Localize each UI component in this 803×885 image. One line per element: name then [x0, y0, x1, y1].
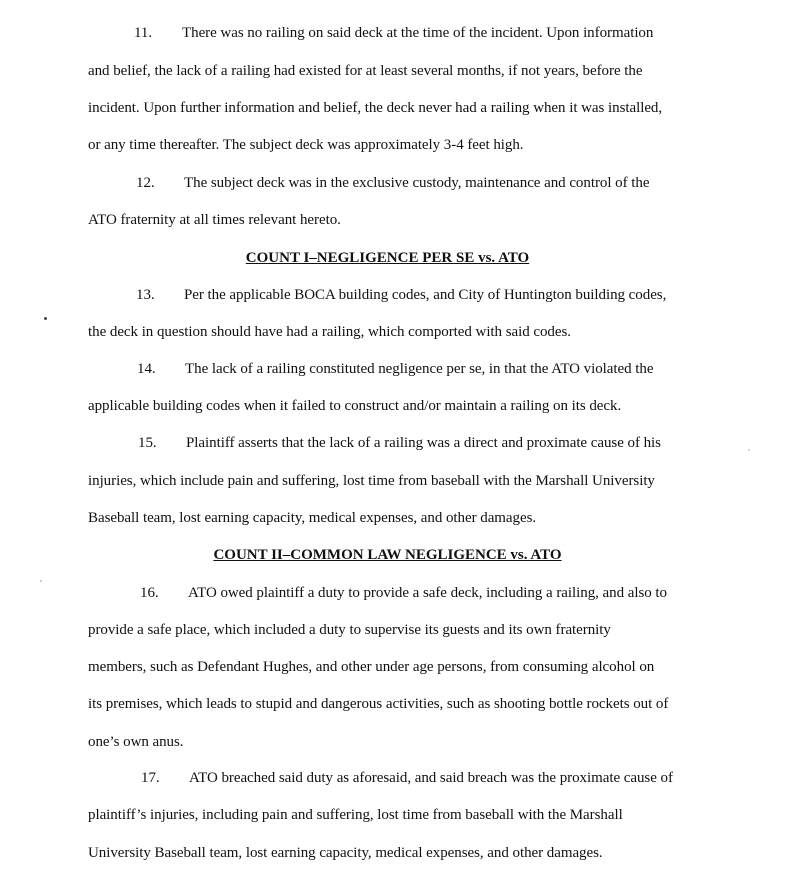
paragraph-text: There was no railing on said deck at the time of the incident. Upon information: [182, 25, 654, 41]
paragraph-16-line-2: provide a safe place, which included a duty to supervise its guests and its own fraternity: [88, 622, 611, 638]
paragraph-number: 14.: [137, 361, 156, 377]
paragraph-11-line-2: and belief, the lack of a railing had existed for at least several months, if not years, before the: [88, 63, 643, 79]
paragraph-number: 17.: [141, 770, 160, 786]
paragraph-number: 15.: [138, 435, 157, 451]
paragraph-12-line-1: [88, 174, 728, 193]
paragraph-text: Per the applicable BOCA building codes, and City of Huntington building codes,: [184, 287, 667, 303]
paragraph-13-line-2: the deck in question should have had a railing, which comported with said codes.: [88, 324, 571, 340]
paragraph-14-line-1: [88, 360, 728, 379]
scan-speck: [40, 580, 42, 582]
paragraph-11-line-3: incident. Upon further information and belief, the deck never had a railing when it was installed,: [88, 100, 663, 116]
paragraph-14-line-2: applicable building codes when it failed to construct and/or maintain a railing on its deck.: [88, 398, 622, 414]
paragraph-11-line-1: [88, 24, 728, 43]
count-1-heading: COUNT I–NEGLIGENCE PER SE vs. ATO: [245, 250, 530, 266]
paragraph-11-line-4: or any time thereafter. The subject deck was approximately 3-4 feet high.: [88, 137, 524, 153]
scan-speck: [44, 317, 47, 320]
paragraph-15-line-2: injuries, which include pain and suffering, lost time from baseball with the Marshall University: [88, 473, 655, 489]
paragraph-16-line-4: its premises, which leads to stupid and dangerous activities, such as shooting bottle rockets out of: [88, 696, 669, 712]
paragraph-13-line-1: [88, 286, 728, 305]
paragraph-text: ATO breached said duty as aforesaid, and said breach was the proximate cause of: [189, 770, 673, 786]
paragraph-number: 16.: [140, 585, 159, 601]
paragraph-17-line-1: [88, 769, 728, 788]
paragraph-16-line-1: [88, 584, 728, 603]
paragraph-17-line-3: University Baseball team, lost earning capacity, medical expenses, and other damages.: [88, 845, 603, 861]
paragraph-15-line-3: Baseball team, lost earning capacity, medical expenses, and other damages.: [88, 510, 537, 526]
paragraph-text: The lack of a railing constituted negligence per se, in that the ATO violated the: [185, 361, 654, 377]
paragraph-number: 11.: [134, 25, 153, 41]
paragraph-17-line-2: plaintiff’s injuries, including pain and suffering, lost time from baseball with the Marshall: [88, 807, 623, 823]
paragraph-text: Plaintiff asserts that the lack of a railing was a direct and proximate cause of his: [186, 435, 661, 451]
paragraph-text: The subject deck was in the exclusive custody, maintenance and control of the: [184, 175, 650, 191]
paragraph-16-line-3: members, such as Defendant Hughes, and other under age persons, from consuming alcohol on: [88, 659, 655, 675]
count-2-heading: COUNT II–COMMON LAW NEGLIGENCE vs. ATO: [213, 547, 562, 563]
paragraph-number: 12.: [136, 175, 155, 191]
scan-speck: [748, 449, 750, 451]
paragraph-12-line-2: ATO fraternity at all times relevant hereto.: [88, 212, 341, 228]
paragraph-text: ATO owed plaintiff a duty to provide a safe deck, including a railing, and also to: [188, 585, 667, 601]
paragraph-number: 13.: [136, 287, 155, 303]
paragraph-15-line-1: [88, 434, 728, 453]
paragraph-16-line-5: one’s own anus.: [88, 734, 184, 750]
